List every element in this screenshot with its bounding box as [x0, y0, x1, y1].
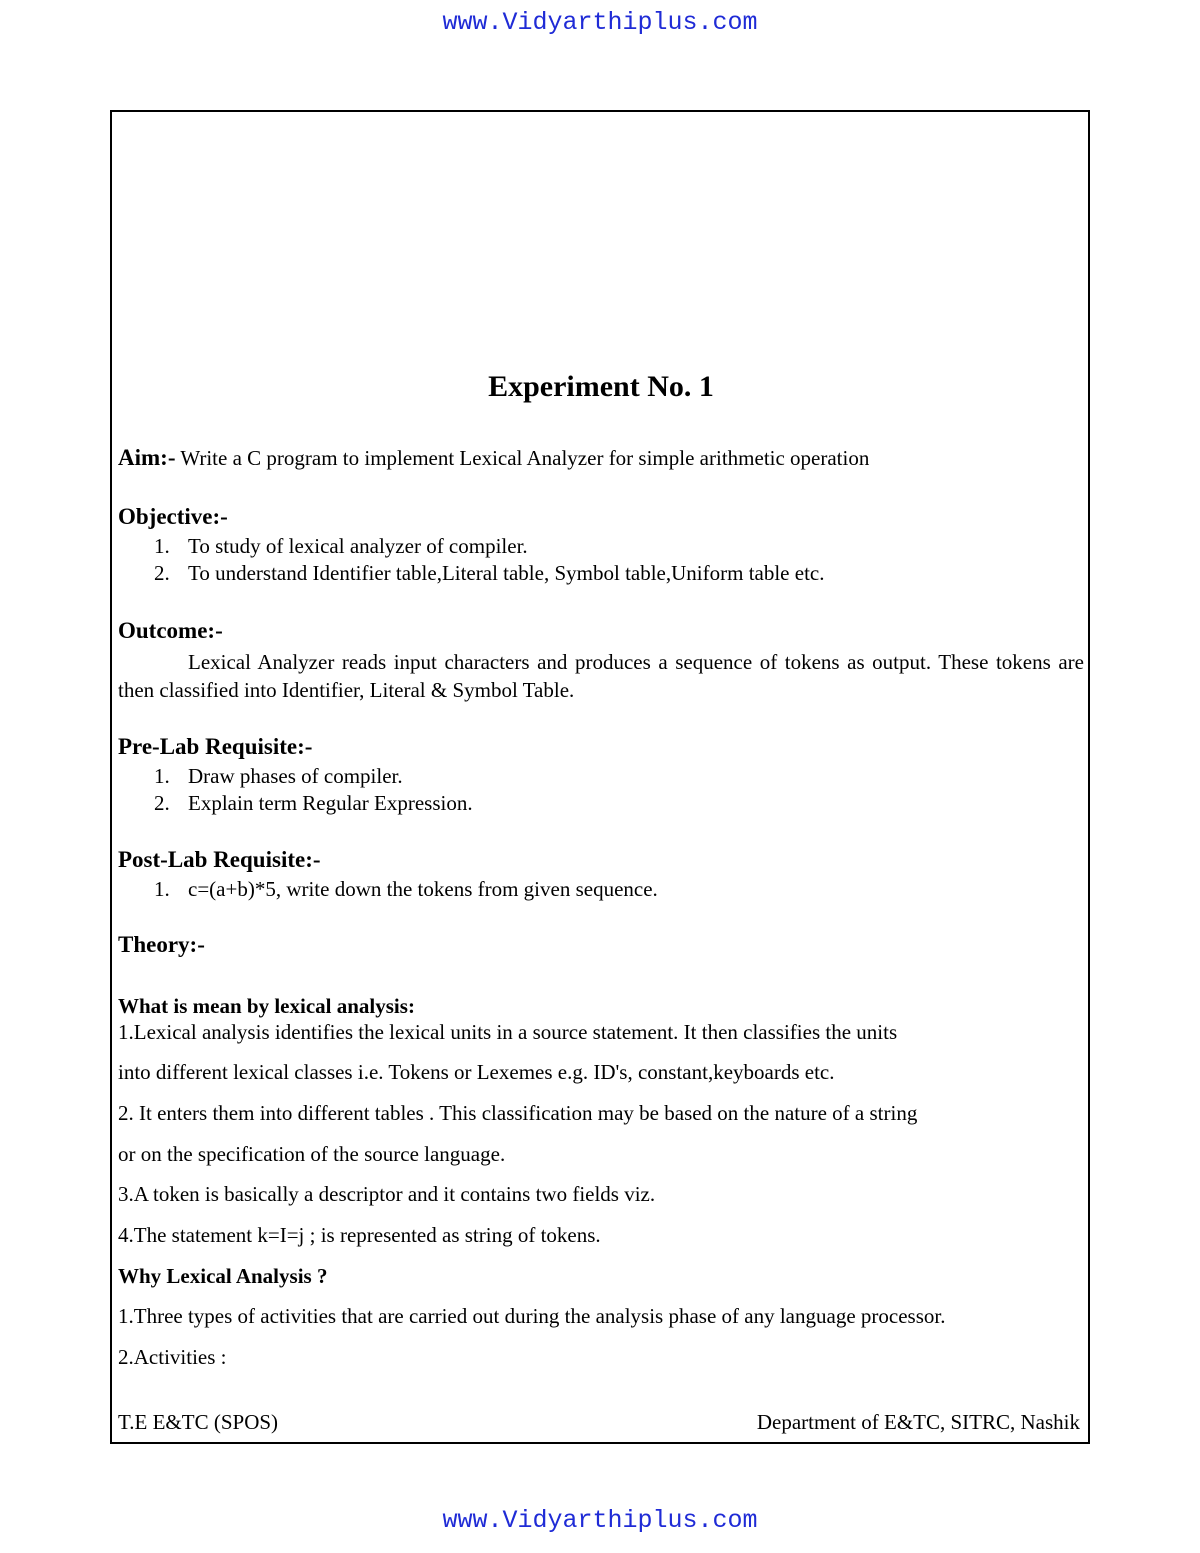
prelab-heading: Pre-Lab Requisite:- [118, 734, 313, 759]
page-frame [110, 110, 1090, 1444]
theory-line: or on the specification of the source language. [118, 1142, 506, 1166]
list-item: 2. To understand Identifier table,Literal table, Symbol table,Uniform table etc. [154, 561, 825, 585]
aim-text: Write a C program to implement Lexical Analyzer for simple arithmetic operation [175, 446, 870, 470]
theory-question-why-lexical: Why Lexical Analysis ? [118, 1264, 328, 1288]
theory-line: into different lexical classes i.e. Tokens or Lexemes e.g. ID's, constant,keyboards etc. [118, 1060, 835, 1084]
list-item: 1. c=(a+b)*5, write down the tokens from given sequence. [154, 877, 658, 901]
list-item: 1. To study of lexical analyzer of compiler. [154, 534, 528, 558]
footer-course: T.E E&TC (SPOS) [118, 1410, 279, 1434]
theory-heading: Theory:- [118, 932, 205, 957]
theory-line: 4.The statement k=I=j ; is represented as string of tokens. [118, 1223, 601, 1247]
watermark-top [0, 8, 1200, 38]
footer-department: Department of E&TC, SITRC, Nashik [756, 1410, 1080, 1434]
watermark-link-bottom[interactable]: www.Vidyarthiplus.com [442, 1506, 758, 1535]
outcome-text: Lexical Analyzer reads input characters and produces a sequence of tokens as output. These tokens are then classified into Identifier, Literal & Symbol Table. [118, 650, 1084, 702]
watermark-link-top[interactable]: www.Vidyarthiplus.com [442, 8, 758, 37]
watermark-bottom [0, 1506, 1200, 1536]
prelab-list [154, 763, 473, 817]
theory-line: 2.Activities : [118, 1345, 227, 1369]
theory-question-lexical-analysis: What is mean by lexical analysis: [118, 994, 415, 1018]
experiment-title: Experiment No. 1 [488, 370, 714, 403]
list-item: 1. Draw phases of compiler. [154, 764, 403, 788]
postlab-heading: Post-Lab Requisite:- [118, 847, 321, 872]
list-item: 2. Explain term Regular Expression. [154, 791, 473, 815]
aim-line [118, 445, 869, 471]
outcome-heading: Outcome:- [118, 618, 223, 643]
theory-line: 2. It enters them into different tables . This classification may be based on the nature of a string [118, 1101, 918, 1125]
postlab-list [154, 876, 658, 903]
aim-label: Aim:- [118, 445, 176, 470]
objective-heading: Objective:- [118, 504, 228, 529]
page-content [118, 112, 1084, 1442]
objective-list [154, 533, 824, 587]
theory-line: 3.A token is basically a descriptor and it contains two fields viz. [118, 1182, 656, 1206]
theory-line: 1.Three types of activities that are carried out during the analysis phase of any language processor. [118, 1304, 946, 1328]
theory-line: 1.Lexical analysis identifies the lexical units in a source statement. It then classifies the units [118, 1020, 898, 1044]
